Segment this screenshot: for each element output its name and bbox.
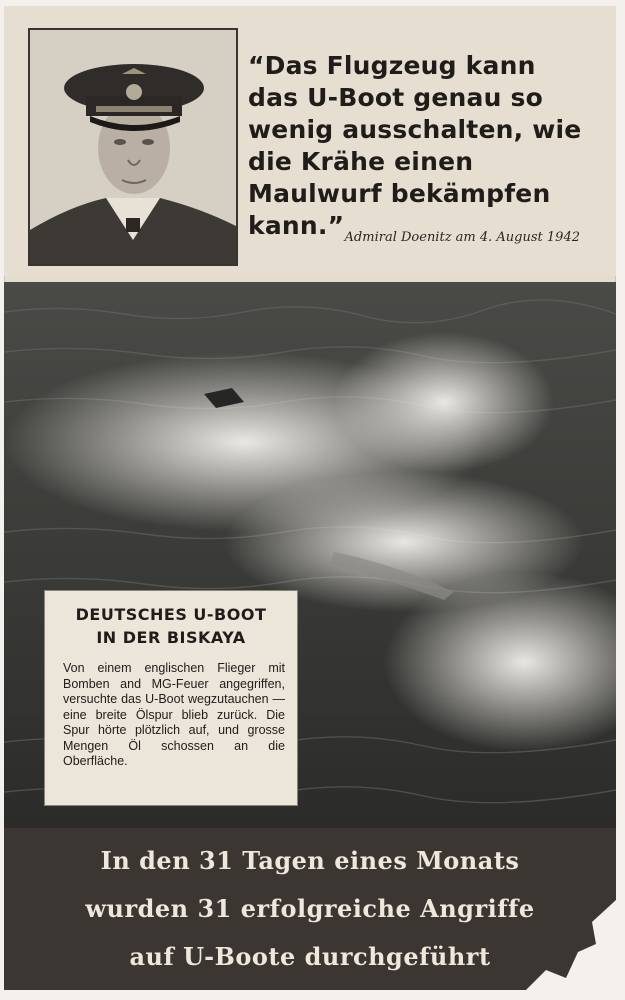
- doenitz-quote: “Das Flugzeug kann das U-Boot genau so wenig ausschalten, wie die Krähe einen Maulwurf bekämpfen kann.”: [248, 51, 582, 240]
- footer-line-2: wurden 31 erfolgreiche Angriffe: [85, 894, 535, 923]
- caption-title-line-1: DEUTSCHES U-BOOT: [75, 605, 267, 624]
- footer-line-1: In den 31 Tagen eines Monats: [100, 846, 520, 875]
- u-boat-attack-photo: [4, 282, 616, 828]
- caption-title-line-2: IN DER BISKAYA: [96, 628, 246, 647]
- quote-attribution: Admiral Doenitz am 4. August 1942: [344, 230, 580, 245]
- photo-caption-box: [44, 590, 298, 806]
- leaflet-footer-banner: [4, 828, 616, 990]
- portrait-illustration: [30, 30, 236, 264]
- torn-corner: [526, 900, 616, 990]
- leaflet-header: [4, 6, 616, 276]
- caption-body-text: Von einem englischen Flieger mit Bomben and MG-Feuer angegriffen, versuchte das U-Boot wegzutauchen — eine breite Ölspur blieb zurück. Die Spur hörte plötzlich auf, und grosse Mengen Öl schossen an die Oberfläche.: [63, 661, 285, 768]
- admiral-portrait-photo: [28, 28, 238, 266]
- caption-title: [45, 603, 297, 649]
- leaflet: [4, 6, 616, 990]
- footer-line-3: auf U-Boote durchgeführt: [129, 942, 491, 971]
